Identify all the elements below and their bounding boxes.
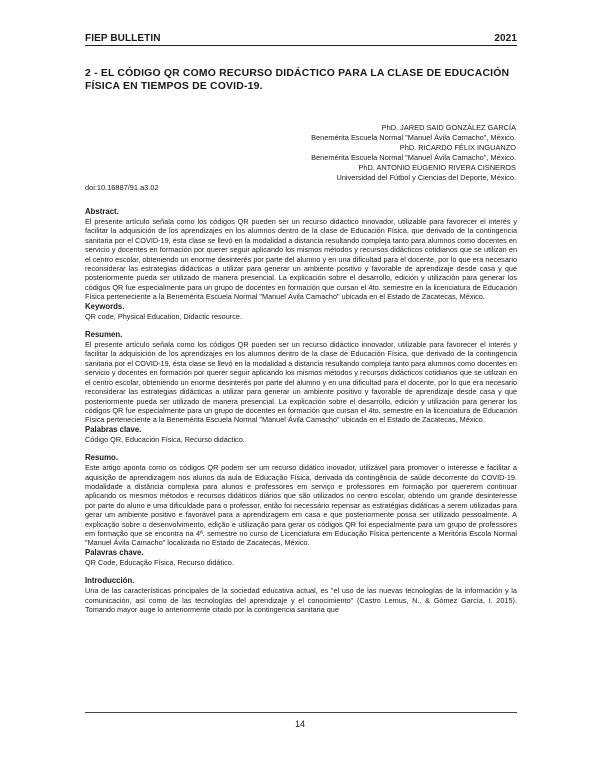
resumen-text: El presente artículo señala como los códigos QR pueden ser un recurso didáctico innovador, utilizable para favorecer el interés y facilitar la adquisición de los aprendizajes en los alumnos dentro de la clase de Educación Física, que derivado de la contingencia sanitaria por el COVID-19, ésta clase se llevó en la modalidad a distancia resultando compleja tanto para alumnos como docentes en servicio y docentes en formación por querer seguir aplicando los mismos métodos y recursos didácticos cotidianos que se utilizan en el centro escolar, obteniendo un enorme desinterés por parte del alumno y en una dificultad para el docente, por lo que era necesario reconsiderar las estrategias didácticas a utilizar para generar un ambiente positivo y favorable de aprendizaje desde casa y que posteriormente pueda ser utilizado de manera presencial. La explicación sobre el desarrollo, edición y utilización para generar los códigos QR fue especialmente para un grupo de docentes en formación que cursan el 4to. semestre en la licenciatura de Educación Física perteneciente a la Benemérita Escuela Normal "Manuel Ávila Camacho" ubicada en el Estado de Zacatecas, México. bbox=[85, 340, 517, 425]
palavras-chave-heading: Palavras chave. bbox=[85, 547, 144, 557]
resumen-heading: Resumen. bbox=[85, 330, 123, 340]
abstract-text: El presente artículo señala como los códigos QR pueden ser un recurso didáctico innovador, utilizable para favorecer el interés y facilitar la adquisición de los aprendizajes en los alumnos dentro de la clase de Educación Física, que derivado de la contingencia sanitaria por el COVID-19, ésta clase se llevó en la modalidad a distancia resultando compleja tanto para alumnos como docentes en servicio y docentes en formación por querer seguir aplicando los mismos métodos y recursos didácticos cotidianos que se utilizan en el centro escolar, obteniendo un enorme desinterés por parte del alumno y en una dificultad para el docente, por lo que era necesario reconsiderar las estrategias didácticas a utilizar para generar un ambiente positivo y favorable de aprendizaje desde casa y que posteriormente pueda ser utilizado de manera presencial. La explicación sobre el desarrollo, edición y utilización para generar los códigos QR fue especialmente para un grupo de docentes en formación que cursan el 4to. semestre en la licenciatura de Educación Física perteneciente a la Benemérita Escuela Normal "Manuel Ávila Camacho" ubicada en el Estado de Zacatecas, México. bbox=[85, 217, 517, 302]
palabras-clave-heading: Palabras clave. bbox=[85, 424, 142, 434]
author-affiliation: Universidad del Fútbol y Ciencias del Deporte, México. bbox=[336, 173, 516, 182]
author-affiliation: Benemérita Escuela Normal "Manuel Ávila Camacho", México. bbox=[311, 153, 516, 162]
header-rule bbox=[85, 45, 517, 46]
keywords-text: QR code, Physical Education, Didactic resource. bbox=[85, 311, 242, 321]
introduccion-heading: Introducción. bbox=[85, 576, 135, 586]
author-name: PhD. RICARDO FÉLIX INGUANZO bbox=[399, 143, 516, 152]
article-body bbox=[85, 207, 517, 614]
journal-year: 2021 bbox=[494, 33, 517, 44]
author-block bbox=[96, 123, 516, 183]
resumo-text: Este artigo aponta como os códigos QR podem ser um recurso didático inovador, utilizável para promover o interesse e facilitar a aquisição de aprendizagem nos alunos da aula de Educação Física, derivada da contingência de saúde decorrente do COVID-19. modalidade a distância complexa para alunos e professores em serviço e professores em formação por quererem continuar aplicando os mesmos métodos e recursos didáticos diários que são utilizados no centro escolar, obtendo um grande desinteresse por parte do aluno e uma dificuldade para o professor, então foi necessário repensar as estratégias didáticas a serem utilizadas para gerar um ambiente positivo e favorável para a aprendizagem em casa e que posteriormente possa ser utilizado pessoalmente. A explicação sobre o desenvolvimento, edição e utilização para gerar os códigos QR foi especialmente para um grupo de professores em formação que se encontra na 4ª. semestre no curso de Licenciatura em Educação Física pertencente a Meritória Escola Normal "Manuel Ávila Camacho" localizada no Estado de Zacatecas, México. bbox=[85, 463, 517, 548]
keywords-heading: Keywords. bbox=[85, 301, 125, 311]
page-number: 14 bbox=[294, 719, 305, 729]
abstract-heading: Abstract. bbox=[85, 207, 119, 216]
author-name: PhD. ANTONIO EUGENIO RIVERA CISNEROS bbox=[358, 163, 516, 172]
author-name: PhD. JARED SAID GONZÁLEZ GARCÍA bbox=[381, 123, 516, 132]
author-affiliation: Benemérita Escuela Normal "Manuel Ávila Camacho", México. bbox=[311, 133, 516, 142]
running-header bbox=[85, 30, 517, 44]
footer-rule bbox=[85, 712, 517, 713]
introduccion-text: Una de las características principales de la sociedad educativa actual, es "el uso de las nuevas tecnologías de la información y la comunicación, así como de las tecnologías del aprendizaje y el conocimiento" (Castro Lemus, N., & Gómez García, I. 2015). Tomando mayor auge lo anteriormente citado por la contingencia sanitaria que bbox=[85, 586, 517, 614]
journal-name: FIEP BULLETIN bbox=[85, 33, 161, 44]
doi-link[interactable]: doi:10.16887/91.a3.02 bbox=[85, 183, 159, 192]
resumo-heading: Resumo. bbox=[85, 453, 118, 463]
palabras-clave-text: Código QR, Educación Física, Recurso didáctico. bbox=[85, 434, 245, 444]
palavras-chave-text: QR Code, Educação Física, Recurso didático. bbox=[85, 557, 234, 567]
article-title: 2 - EL CÓDIGO QR COMO RECURSO DIDÁCTICO PARA LA CLASE DE EDUCACIÓN FÍSICA EN TIEMPOS DE COVID-19. bbox=[85, 68, 510, 92]
